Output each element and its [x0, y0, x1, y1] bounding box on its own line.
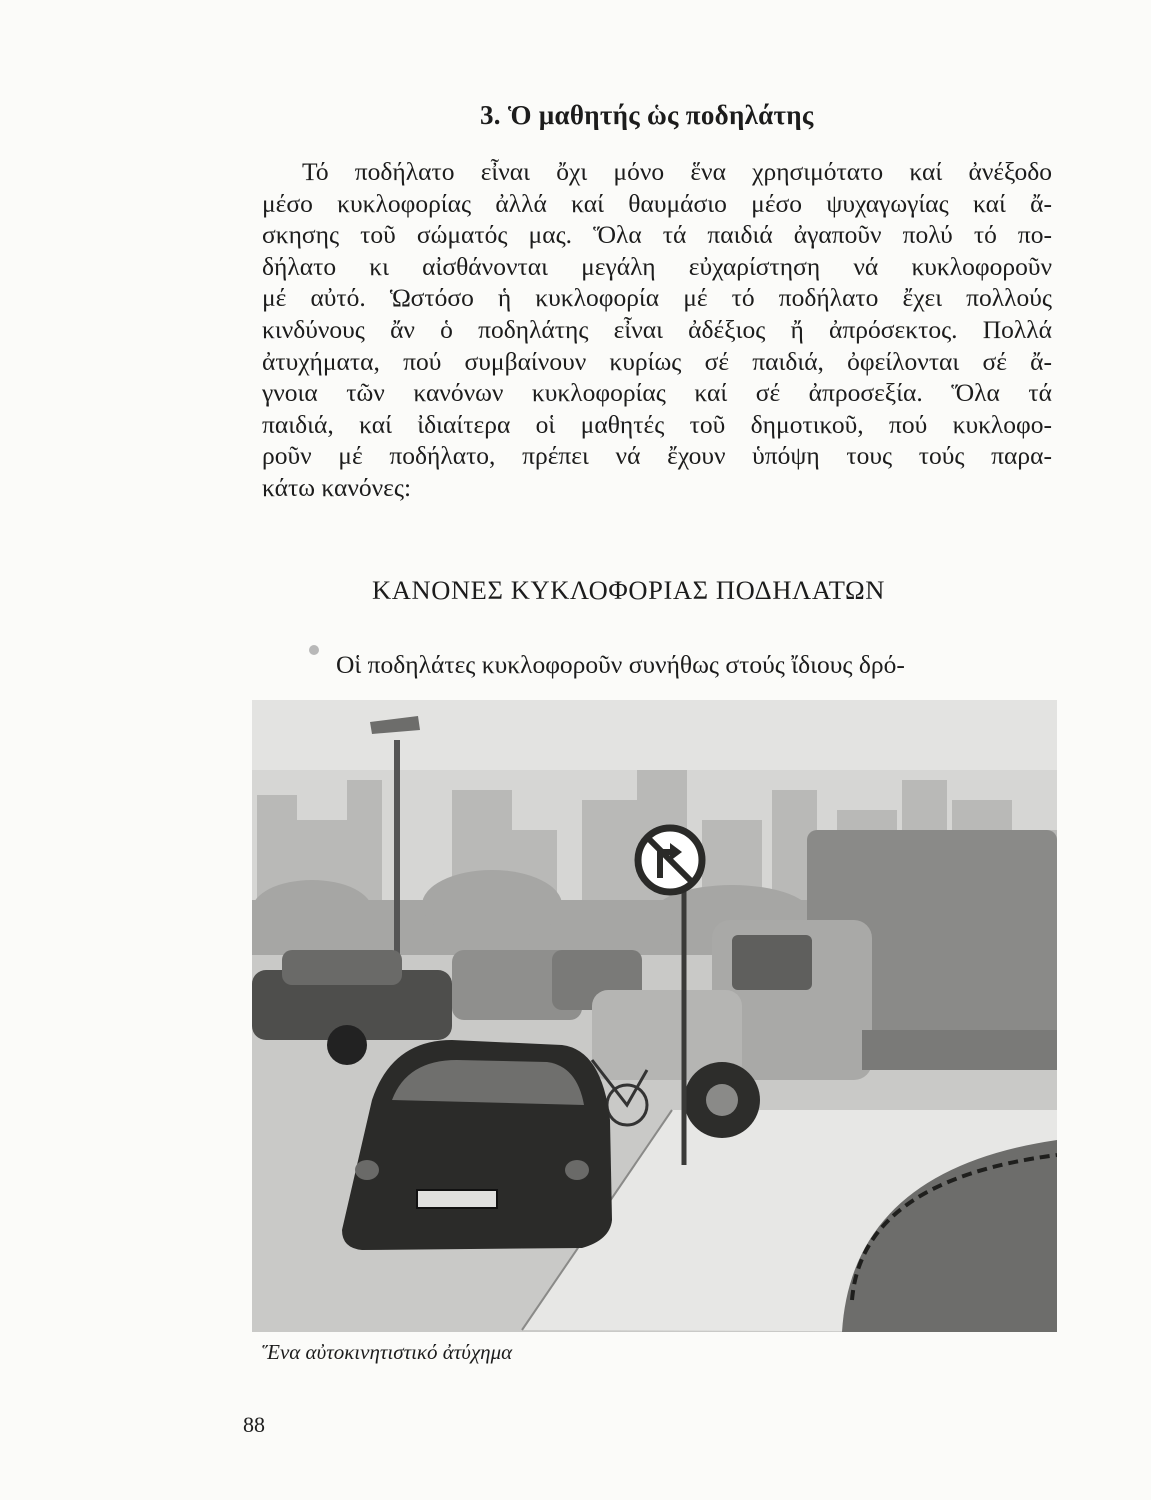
paragraph-line: σκησης τοῦ σώματός μας. Ὅλα τά παιδιά ἀγαποῦν πολύ τό πο-	[262, 220, 1052, 250]
figure-caption: Ἕνα αὐτοκινητιστικό ἀτύχημα	[262, 1340, 513, 1364]
paragraph-line: κινδύνους ἄν ὁ ποδηλάτης εἶναι ἀδέξιος ἤ ἀπρόσεκτος. Πολλά	[262, 314, 1052, 344]
bullet-item: Οἱ ποδηλάτες κυκλοφοροῦν συνήθως στούς ἴδιους δρό-	[336, 650, 905, 679]
paragraph-line: μέσο κυκλοφορίας ἀλλά καί θαυμάσιο μέσο ψυχαγωγίας καί ἄ-	[262, 188, 1052, 218]
paragraph-line: Τό ποδήλατο εἶναι ὄχι μόνο ἕνα χρησιμότατο καί ἀνέξοδο	[302, 157, 1052, 186]
page-number: 88	[243, 1412, 265, 1437]
paragraph-line: κάτω κανόνες:	[262, 472, 412, 502]
paragraph-line: ἀτυχήματα, πού συμβαίνουν κυρίως σέ παιδιά, ὀφείλονται σέ ἄ-	[262, 346, 1052, 376]
paragraph-line: ροῦν μέ ποδήλατο, πρέπει νά ἔχουν ὑπόψη τους τούς παρα-	[262, 441, 1052, 471]
paragraph-line: δήλατο κι αἰσθάνονται μεγάλη εὐχαρίστηση νά κυκλοφοροῦν	[262, 251, 1052, 281]
chapter-heading: 3. Ὁ μαθητής ὡς ποδηλάτης	[480, 100, 814, 130]
paragraph-line: παιδιά, καί ἰδιαίτερα οἱ μαθητές τοῦ δημοτικοῦ, πού κυκλοφο-	[262, 409, 1052, 439]
paragraph	[262, 156, 1052, 504]
bullet-icon	[309, 645, 319, 655]
section-title: ΚΑΝΟΝΕΣ ΚΥΚΛΟΦΟΡΙΑΣ ΠΟΔΗΛΑΤΩΝ	[372, 575, 886, 605]
paragraph-line: μέ αὐτό. Ὡστόσο ἡ κυκλοφορία μέ τό ποδήλατο ἔχει πολλούς	[262, 283, 1052, 313]
accident-illustration	[252, 700, 1057, 1332]
paragraph-line: γνοια τῶν κανόνων κυκλοφορίας καί σέ ἀπροσεξία. Ὅλα τά	[262, 378, 1052, 408]
